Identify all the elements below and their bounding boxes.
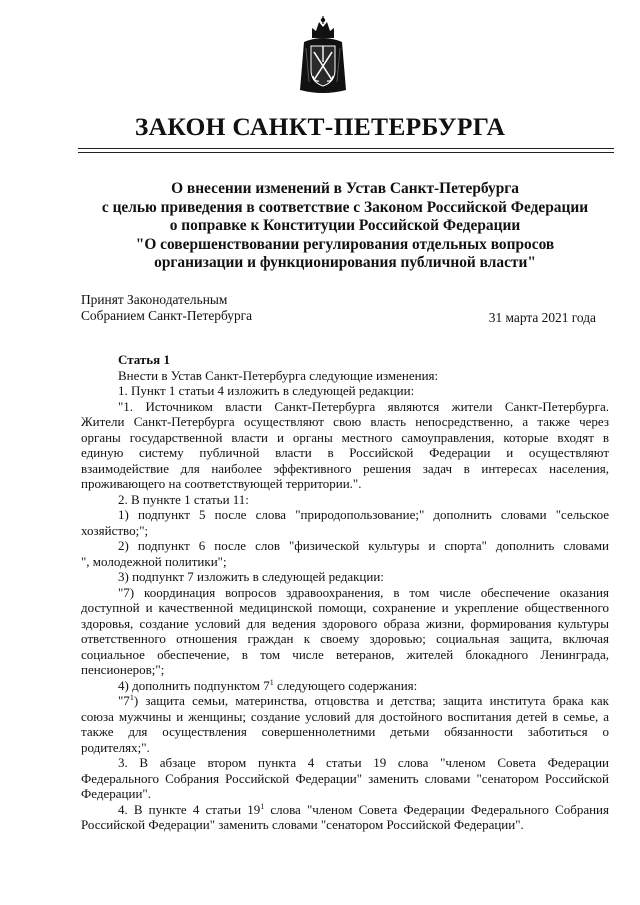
adoption-date: 31 марта 2021 года [488,310,596,325]
heading-line: О внесении изменений в Устав Санкт-Петербурга [171,180,519,197]
subparagraph-3-line: здоровья, создание условий для ведения здорового образа жизни, формирования культуры [81,615,609,631]
heading-line: "О совершенствовании регулирования отдельных вопросов [135,235,555,253]
heading-line: с целью приведения в соответствие с Законом Российской Федерации [101,198,589,216]
adopted-line: Собранием Санкт-Петербурга [81,307,253,323]
adopted-by [81,292,252,323]
paragraph-1-line: "1. Источником власти Санкт-Петербурга являются жители Санкт-Петербурга. [118,398,609,414]
paragraph-1-line: взаимодействие для наиболее эффективного решения задач в интересах населения, [81,460,609,476]
paragraph-3-line: Федерации". [81,786,151,801]
law-heading [80,180,610,273]
paragraph-4-line: Российской Федерации" заменить словами "сенатором Российской Федерации". [81,817,524,832]
text-fragment: следующего содержания: [273,677,418,693]
coat-of-arms-emblem [298,16,348,96]
text-fragment: ) защита семьи, материнства, отцовства и детства; защита института брака как [133,693,609,708]
paragraph-2-head: 2. В пункте 1 статьи 11: [118,491,249,507]
superscript: 1 [260,801,265,811]
adopted-line: Принят Законодательным [81,292,228,307]
subparagraph-3-line: ответственного отношения граждан к своему здоровью; социальная защита, включая [81,631,609,646]
subparagraph-4-line: родителях;". [81,739,150,755]
paragraph-1-line: проживающего на соответствующей территории.". [81,476,362,491]
subparagraph-3-line: социальное обеспечение, в том числе ветеранов, жителей блокадного Ленинграда, [81,646,609,662]
article-body [81,352,609,833]
paragraph-1-line: Жители Санкт-Петербурга осуществляют свою власть непосредственно, а также через [81,414,609,429]
subparagraph-4-line: союза мужчины и женщины; создание условий для достойного воспитания детей в семье, а [81,708,609,724]
subparagraph-3-head: 3) подпункт 7 изложить в следующей редакции: [118,569,384,584]
subparagraph-1-line: 1) подпункт 5 после слова "природопользование;" дополнить словами "сельское [118,507,609,522]
paragraph-3-line: 3. В абзаце втором пункта 4 статьи 19 слова "членом Совета Федерации [118,755,609,770]
article-title: Статья 1 [118,352,170,367]
paragraph-4-line [81,802,609,818]
paragraph-1-line: единую систему публичной власти в Российской Федерации и осуществляют [81,445,609,460]
subparagraph-4-head [81,678,609,694]
paragraph-1-line: органы государственной власти и органы местного самоуправления, которые входят в [81,429,609,445]
subparagraph-4-line: также для осуществления совершеннолетними детьми обязанности заботиться о [81,724,609,739]
subparagraph-3-line: пенсионеров;"; [81,662,165,677]
law-title: ЗАКОН САНКТ-ПЕТЕРБУРГА [134,112,506,141]
title-underline-top [78,148,614,149]
subparagraph-3-line: "7) координация вопросов здравоохранения, в том числе обеспечение оказания [118,584,609,600]
article-intro: Внести в Устав Санкт-Петербурга следующие изменения: [118,367,439,383]
subparagraph-2-line: ", молодежной политики"; [81,553,227,569]
text-fragment: 4. В пункте 4 статьи 19 [118,801,261,817]
heading-line: о поправке к Конституции Российской Федерации [169,217,521,235]
text-fragment: "7 [118,693,130,708]
superscript: 1 [129,693,134,702]
title-underline-bottom [78,152,614,153]
text-fragment: 4) дополнить подпунктом 7 [118,677,270,693]
subparagraph-1-line: хозяйство;"; [81,522,149,538]
paragraph-3-line: Федерального Собрания Российской Федерации" заменить словами "сенатором Российской [81,770,609,786]
superscript: 1 [269,677,274,687]
paragraph-1-head: 1. Пункт 1 статьи 4 изложить в следующей редакции: [118,383,415,398]
subparagraph-4-line [81,693,609,709]
subparagraph-2-line: 2) подпункт 6 после слов "физической культуры и спорта" дополнить словами [118,538,609,553]
heading-line: организации и функционирования публичной власти" [154,254,536,272]
subparagraph-3-line: доступной и качественной медицинской помощи, сохранение и укрепление общественного [81,600,609,615]
text-fragment: слова "членом Совета Федерации Федерального Собрания [264,801,609,817]
